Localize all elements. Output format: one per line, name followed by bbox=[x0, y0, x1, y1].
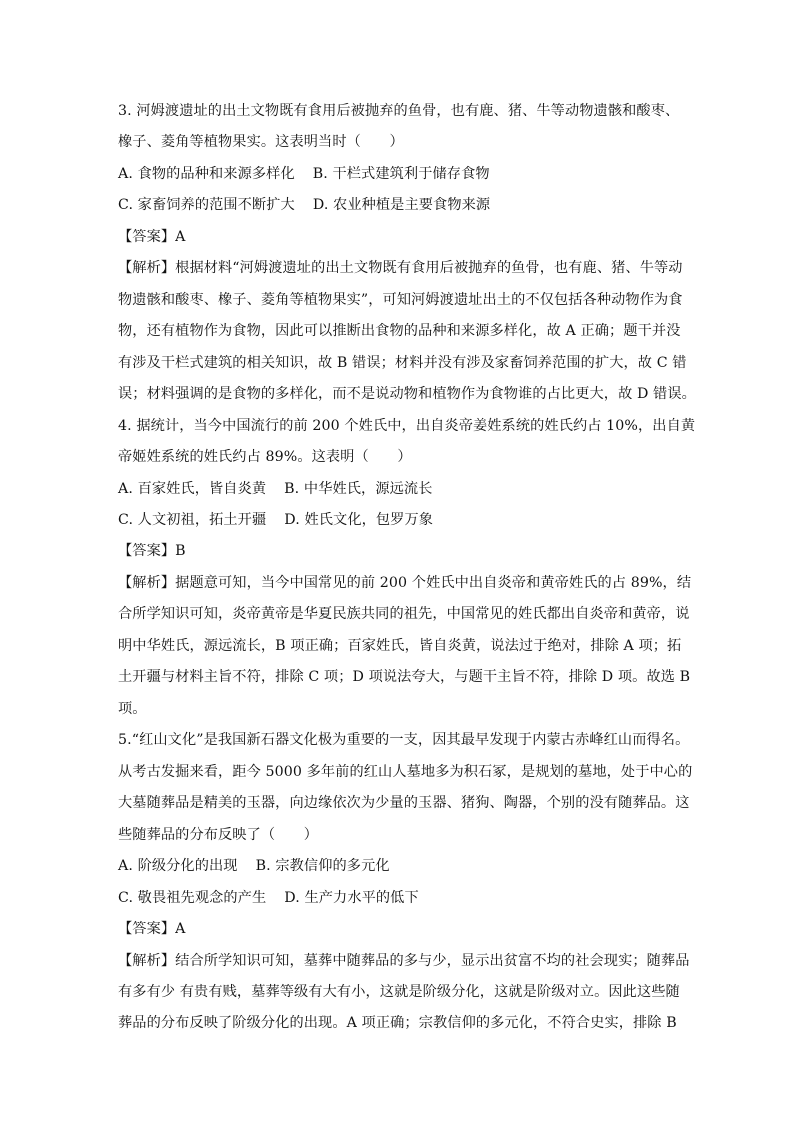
question-5-answer: 【答案】A bbox=[118, 921, 186, 937]
question-3-analysis-line-3: 物，还有植物作为食物，因此可以推断出食物的品种和来源多样化，故 A 正确；题干并没 bbox=[118, 323, 681, 339]
question-3-stem-line-1: 3. 河姆渡遗址的出土文物既有食用后被抛弃的鱼骨，也有鹿、猪、牛等动物遗骸和酸枣、 bbox=[118, 103, 680, 119]
question-5-option-c: C. 敬畏祖先观念的产生 bbox=[118, 890, 267, 906]
question-5-options-row-2 bbox=[118, 888, 688, 908]
question-5-option-b: B. 宗教信仰的多元化 bbox=[255, 858, 390, 874]
question-5-analysis-line-2: 有多有少 有贵有贱，墓葬等级有大有小，这就是阶级分化，这就是阶级对立。因此这些随 bbox=[118, 984, 680, 1000]
question-3-analysis-line-1: 【解析】根据材料“河姆渡遗址的出土文物既有食用后被抛弃的鱼骨，也有鹿、猪、牛等动 bbox=[118, 260, 683, 276]
question-4-stem-line-2: 帝姬姓系统的姓氏约占 89%。这表明（ ） bbox=[118, 449, 412, 465]
question-5-stem-line-4: 些随葬品的分布反映了（ ） bbox=[118, 827, 319, 843]
question-5-stem-line-1: 5.“红山文化”是我国新石器文化极为重要的一支，因其最早发现于内蒙古赤峰红山而得名。 bbox=[118, 732, 690, 748]
question-5-analysis-line-1: 【解析】结合所学知识可知，墓葬中随葬品的多与少，显示出贫富不均的社会现实；随葬品 bbox=[118, 953, 690, 969]
question-4-analysis-line-1: 【解析】据题意可知，当今中国常见的前 200 个姓氏中出自炎帝和黄帝姓氏的占 89%，结 bbox=[118, 575, 692, 591]
question-4-options-row-1 bbox=[118, 479, 688, 499]
question-5-options-row-1 bbox=[118, 856, 688, 876]
question-4-option-c: C. 人文初祖，拓土开疆 bbox=[118, 512, 267, 528]
question-5-option-d: D. 生产力水平的低下 bbox=[284, 890, 419, 906]
question-4-analysis-line-2: 合所学知识可知，炎帝黄帝是华夏民族共同的祖先，中国常见的姓氏都出自炎帝和黄帝，说 bbox=[118, 606, 690, 622]
question-4-analysis-line-4: 土开疆与材料主旨不符，排除 C 项；D 项说法夸大，与题干主旨不符，排除 D 项。故选 B bbox=[118, 669, 691, 685]
question-5-analysis-line-3: 葬品的分布反映了阶级分化的出现。A 项正确；宗教信仰的多元化，不符合史实，排除 B bbox=[118, 1015, 677, 1031]
question-3-option-b: B. 干栏式建筑利于储存食物 bbox=[312, 166, 490, 182]
question-4-stem-line-1: 4. 据统计，当今中国流行的前 200 个姓氏中，出自炎帝姜姓系统的姓氏约占 10%，出自黄 bbox=[118, 418, 696, 434]
question-3-stem-line-2: 橡子、菱角等植物果实。这表明当时（ ） bbox=[118, 134, 404, 150]
question-3-options-row-1 bbox=[118, 164, 688, 184]
question-3-analysis-line-2: 物遗骸和酸枣、橡子、菱角等植物果实”，可知河姆渡遗址出土的不仅包括各种动物作为食 bbox=[118, 292, 683, 308]
question-4-option-d: D. 姓氏文化，包罗万象 bbox=[284, 512, 434, 528]
question-4-option-b: B. 中华姓氏，源远流长 bbox=[284, 481, 433, 497]
question-3-analysis-line-5: 误；材料强调的是食物的多样化，而不是说动物和植物作为食物谁的占比更大，故 D 错误。 bbox=[118, 386, 696, 402]
question-5-option-a: A. 阶级分化的出现 bbox=[118, 858, 238, 874]
question-5-stem-line-3: 大墓随葬品是精美的玉器，向边缘依次为少量的玉器、猪狗、陶器，个别的没有随葬品。这 bbox=[118, 795, 690, 811]
question-3-options-row-2 bbox=[118, 195, 688, 215]
question-4-option-a: A. 百家姓氏，皆自炎黄 bbox=[118, 481, 267, 497]
question-5-stem-line-2: 从考古发掘来看，距今 5000 多年前的红山人墓地多为积石冢，是规划的墓地，处于中心的 bbox=[118, 764, 693, 780]
question-3-option-c: C. 家畜饲养的范围不断扩大 bbox=[118, 197, 295, 213]
question-4-options-row-2 bbox=[118, 510, 688, 530]
question-3-option-d: D. 农业种植是主要食物来源 bbox=[312, 197, 491, 213]
question-3-option-a: A. 食物的品种和来源多样化 bbox=[118, 166, 295, 182]
question-4-analysis-line-3: 明中华姓氏，源远流长，B 项正确；百家姓氏，皆自炎黄，说法过于绝对，排除 A 项；拓 bbox=[118, 638, 682, 654]
question-4-analysis-line-5: 项。 bbox=[118, 701, 147, 717]
question-3-answer: 【答案】A bbox=[118, 229, 186, 245]
question-4-answer: 【答案】B bbox=[118, 543, 186, 559]
question-3-analysis-line-4: 有涉及干栏式建筑的相关知识，故 B 错误；材料并没有涉及家畜饲养范围的扩大，故 C 错 bbox=[118, 355, 687, 371]
